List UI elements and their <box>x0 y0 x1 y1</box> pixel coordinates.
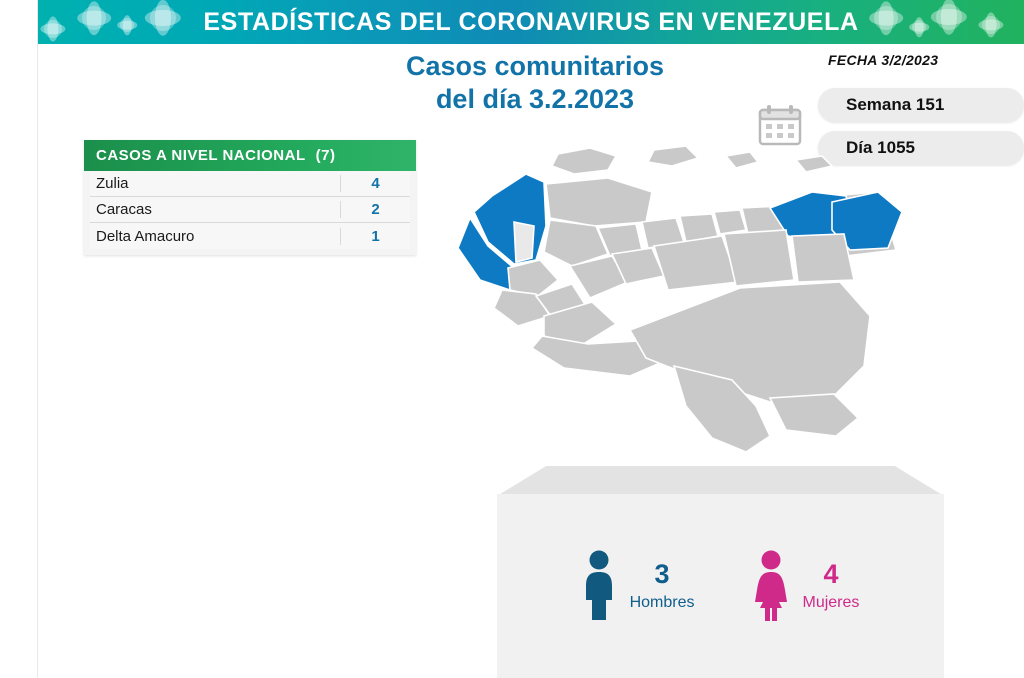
table-row-value: 2 <box>340 201 410 218</box>
map-state <box>648 146 698 166</box>
left-margin-strip <box>0 0 38 678</box>
map-state <box>552 148 616 174</box>
map-state <box>654 236 738 290</box>
map-state <box>546 178 652 226</box>
table-row-state: Caracas <box>96 201 152 218</box>
male-figure-icon <box>582 550 616 622</box>
date-label: FECHA 3/2/2023 <box>828 52 939 68</box>
subtitle <box>380 50 690 116</box>
subtitle-line-2: del día 3.2.2023 <box>435 84 635 114</box>
map-state <box>792 234 854 282</box>
female-label: Mujeres <box>802 594 860 611</box>
gender-panel-top <box>497 466 944 496</box>
table-header-label: CASOS A NIVEL NACIONAL <box>96 147 306 164</box>
map-state <box>514 222 534 262</box>
female-text <box>803 561 860 611</box>
map-state <box>726 152 758 168</box>
table-header-count: (7) <box>315 147 336 164</box>
map-state <box>724 230 794 286</box>
table-row-state: Delta Amacuro <box>96 227 195 245</box>
table-row-value: 1 <box>340 228 410 245</box>
gender-panel <box>497 466 944 678</box>
table-row <box>90 223 410 249</box>
female-count: 4 <box>823 559 839 589</box>
male-label: Hombres <box>629 594 695 611</box>
male-count: 3 <box>654 559 670 589</box>
header-banner <box>38 0 1024 44</box>
map-state <box>630 282 870 402</box>
table-row-value: 4 <box>340 175 410 192</box>
page-title: ESTADÍSTICAS DEL CORONAVIRUS EN VENEZUELA <box>203 8 859 36</box>
gender-panel-content <box>497 494 944 678</box>
male-stat <box>582 550 695 622</box>
table-header <box>84 140 416 171</box>
day-badge-label: Día 1055 <box>846 138 915 157</box>
map-state <box>796 156 832 172</box>
female-figure-icon <box>753 550 789 622</box>
subtitle-line-1: Casos comunitarios <box>405 51 665 81</box>
male-text <box>630 561 695 611</box>
table-row <box>90 197 410 223</box>
table-row-state: Zulia <box>96 175 129 192</box>
map-state <box>770 394 858 436</box>
week-badge <box>818 88 1024 122</box>
venezuela-map <box>440 130 940 460</box>
table-row <box>90 171 410 197</box>
female-stat <box>753 550 860 622</box>
national-cases-table <box>84 140 416 255</box>
week-badge-label: Semana 151 <box>846 95 945 114</box>
map-state-caracas <box>714 210 746 234</box>
